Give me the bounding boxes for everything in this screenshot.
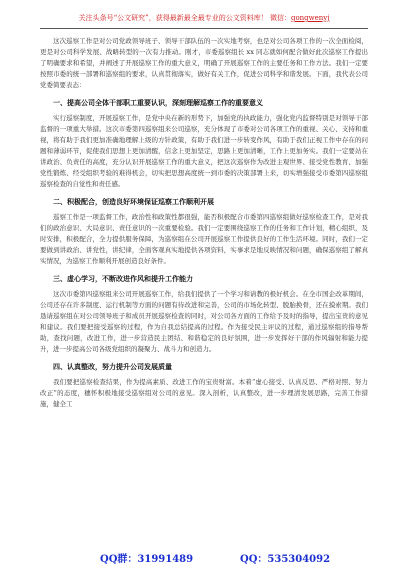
section-3-paragraph: 这次市委第四巡察组来公司开展巡察工作，给我们提供了一个学习和请教的极好机会。在全市国企改革期间，公司还存在许多制度、运行机制等方面的问题有待改进和完善，公司的市场化转型、脱胎换骨，还在摸索期。我们恳请巡察组在对公司领导班子和成员开展巡察检查的同时，对公司各方面的工作给予及时的指导，提出宝贵的意见和建议。我们要把接受巡察的过程，作为自我总结提高的过程。作为接受民主评议的过程，通过巡察组的指导帮助，查找问题，改进工作，进一步营造民主团结、和谐稳定的良好氛围，进一步发挥好干部的作风辐射和能力提升，进一步提高公司各级党组织的凝聚力、战斗力和创造力。 — [40, 290, 368, 353]
header-text: 关注头条号“公文研究”，获得最新最全最专业的公文资料库！ 微信： — [78, 14, 291, 22]
qq-number: QQ：535304092 — [240, 554, 331, 565]
page-footer — [40, 550, 368, 568]
section-1-paragraph: 实行巡察制度，开展巡察工作，是党中央在新的形势下，加强党的执政能力，强化党内监督特别是对领导干部监督的一项重大举措。这次市委第四巡察组来公司巡察，充分体现了市委对公司各项工作的重视、关心、支持和重视，将有助于我们更加准确地理解上级的方针政策，有助于我们进一步转变作风，有助于我们正视工作中存在的问题和薄弱环节，促使我们思想上更加清醒，信念上更加坚定，思路上更加清晰，工作上更加务实。我们一定要站在讲政治、负责任的高度，充分认识开展巡察工作的重大意义，把这次巡察作为改进主观世界、接受党性教育、加强党性锻炼、经受组织考验的难得机会，切实把思想高度统一到市委的决策部署上来，切实增强接受市委第四巡察组巡察检查的自觉性和责任感。 — [40, 114, 368, 188]
section-heading-4: 四、认真整改，努力提升公司发展质量 — [53, 362, 172, 371]
wechat-link[interactable]: gongwenyj — [290, 14, 330, 22]
section-4-paragraph: 我们要把巡察检查结果，作为提高素质、改进工作的宝贵财富。本着“虚心接受、认真反思、严格对照、努力改正”的态度，穗怀积极地接受巡察组对公司的意见。深入剖析，认真整改，进一步理清发展思路，完善工作措施，健全工 — [40, 378, 368, 408]
intro-paragraph: 这次巡察工作是对公司党政领导班子、领导干部队伍的一次实地考察，也是对公司各项工作的一次全面检阅，更是对公司科学发展、战略转型的一次有力推动。刚才，市委巡察组长 xx 同志就如何配合做好此次巡察工作提出了明确要求和希望，并阐述了开展巡察工作的重大意义，明确了开展巡察工作的主要任务和工作方法。我们一定要按照市委的统一部署和巡察组的要求，认真贯彻落实，做好有关工作，促进公司科学和谐发展。下面，我代表公司党委简要表态： — [40, 37, 368, 89]
section-2-paragraph: 巡察工作是一项监督工作，政治性和政策性都很强，能否积极配合市委第四巡察组做好巡察检查工作，是对我们的政治意识、大局意识、责任意识的一次重要检验。我们一定要围绕巡察工作的任务和工作计划，精心组织，及时安排，积极配合，全力提供服务保障，为巡察组在公司开展巡察工作提供良好的工作生活环境。同时，我们一定要做到讲政治、讲党性，讲纪律，全面客观真实地提供各项资料，实事求是地反映情况和问题，确保巡察组了解真实情况，为巡察工作顺利开展创造良好条件。 — [40, 213, 368, 265]
section-heading-1: 一、提高公司全体干部职工重要认识，深刻理解巡察工作的重要意义 — [53, 98, 263, 107]
section-heading-2: 二、积极配合，创造良好环境保证巡察工作顺利开展 — [53, 197, 214, 206]
qq-group-number: QQ群：31991489 — [100, 554, 194, 565]
page-header — [40, 10, 368, 29]
section-heading-3: 三、虚心学习，不断改进作风和提升工作能力 — [53, 274, 193, 283]
document-body — [40, 36, 368, 540]
